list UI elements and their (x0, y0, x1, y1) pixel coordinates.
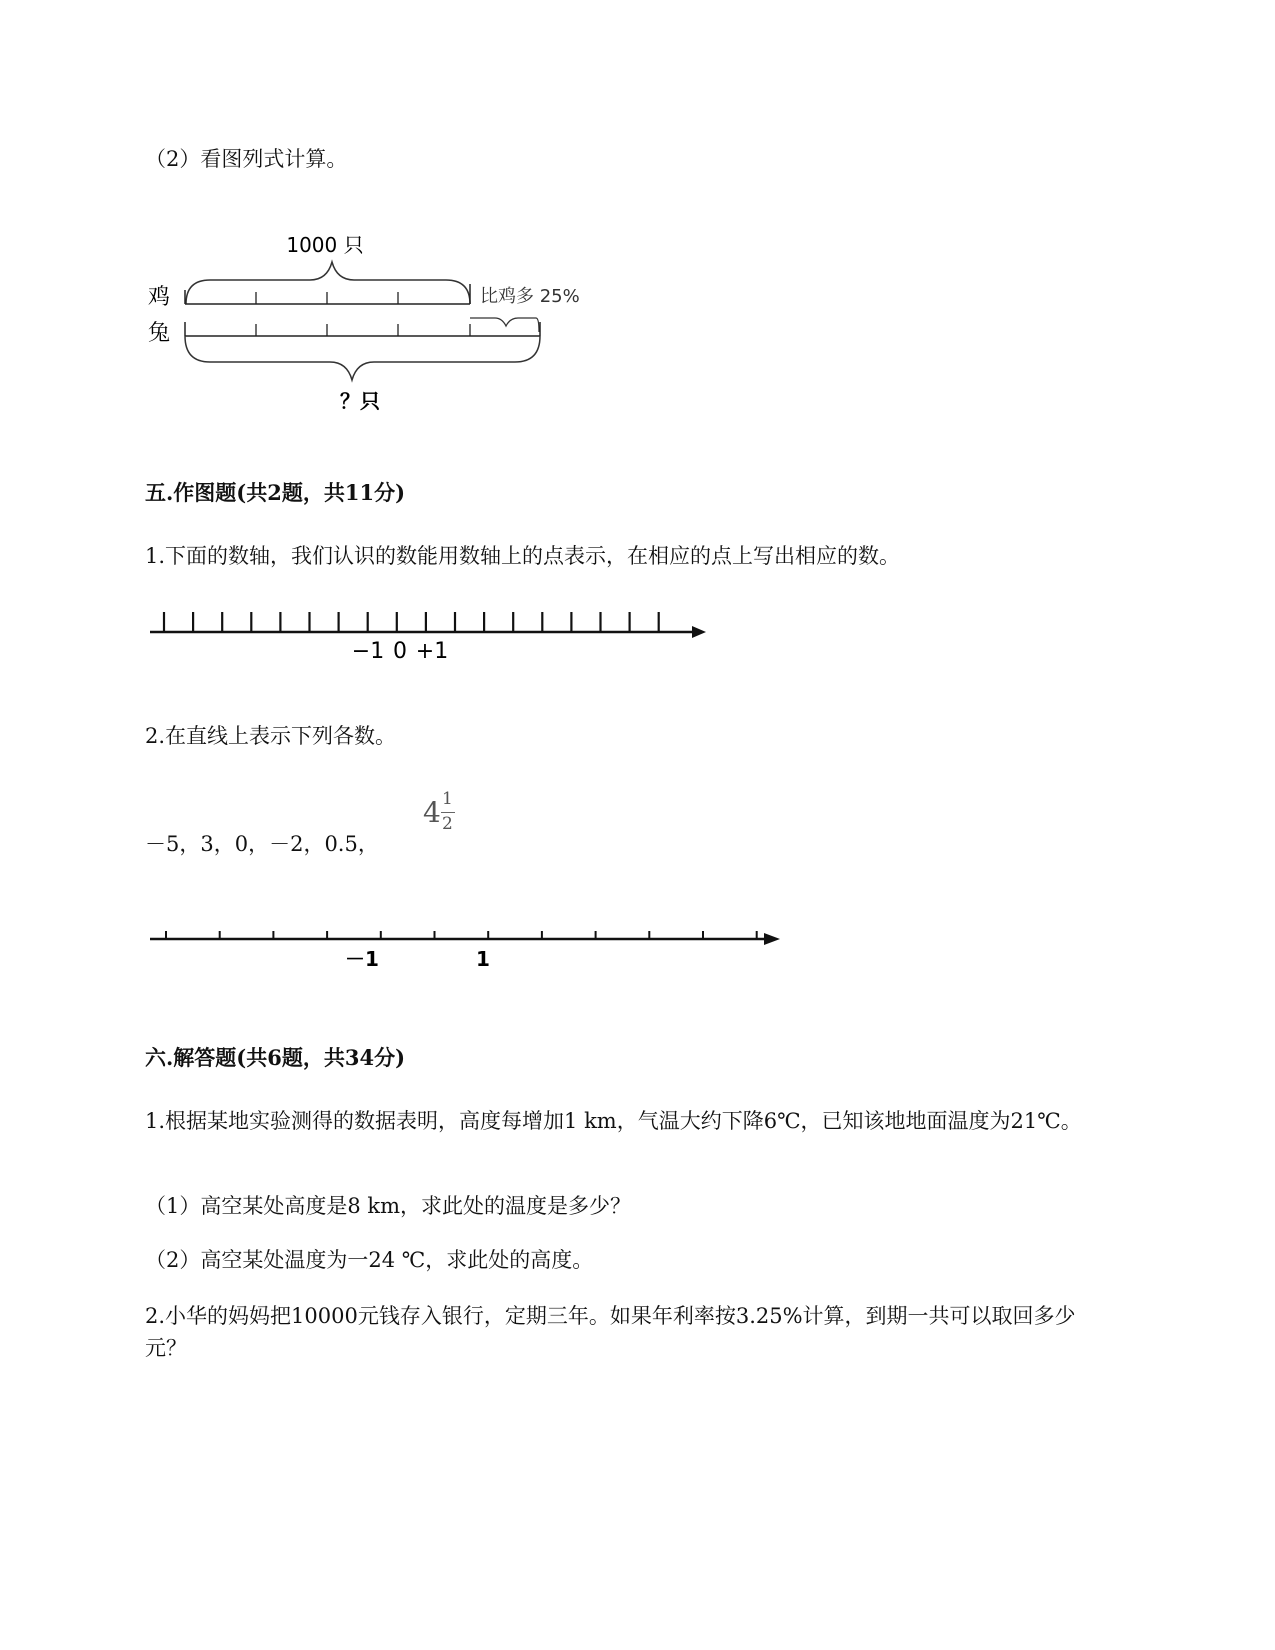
arrow-icon (692, 626, 706, 638)
axis-label-0: 0 (393, 639, 407, 664)
question-text: 1.下面的数轴，我们认识的数能用数轴上的点表示，在相应的点上写出相应的数。 (145, 544, 901, 568)
question-prompt: （2）看图列式计算。 (145, 147, 348, 171)
number-line-2 (140, 915, 800, 975)
section-title: 六.解答题(共6题，共34分) (145, 1045, 406, 1070)
number-line-1 (140, 600, 720, 670)
extra-brace (470, 318, 539, 332)
top-brace (186, 262, 470, 304)
question-text: 2.小华的妈妈把10000元钱存入银行，定期三年。如果年利率按3.25%计算，到期一共可以取回多少元？ (145, 1304, 1076, 1360)
question-text: 2.在直线上表示下列各数。 (145, 724, 397, 748)
axis-label-neg1: −1 (351, 639, 385, 664)
axis-label-neg1: －1 (345, 947, 379, 971)
section-title: 五.作图题(共2题，共11分) (145, 480, 406, 505)
side-label: 比鸡多 25% (480, 286, 580, 307)
row2-label: 兔 (148, 321, 171, 346)
question-text: 1.根据某地实验测得的数据表明，高度每增加1 km，气温大约下降6℃，已知该地地面温度为21℃。 (145, 1109, 1082, 1133)
bottom-brace (185, 336, 540, 380)
numbers-list: －5，3，0，－2，0.5， (145, 832, 379, 856)
axis-label-pos1: +1 (415, 639, 449, 664)
row1-label: 鸡 (148, 285, 171, 310)
segment-diagram (140, 222, 600, 422)
mixed-numerator: 1 (442, 789, 453, 809)
sub-question: （2）高空某处温度为一24 ℃，求此处的高度。 (145, 1248, 594, 1272)
axis-label-1: 1 (476, 947, 490, 971)
top-label: 1000 只 (286, 233, 364, 257)
mixed-denominator: 2 (442, 814, 453, 834)
arrow-icon (764, 933, 780, 945)
mixed-whole: 4 (423, 796, 441, 829)
fraction-bar (441, 812, 455, 813)
bottom-label: ？只 (340, 389, 380, 413)
sub-question: （1）高空某处高度是8 km，求此处的温度是多少？ (145, 1194, 632, 1218)
